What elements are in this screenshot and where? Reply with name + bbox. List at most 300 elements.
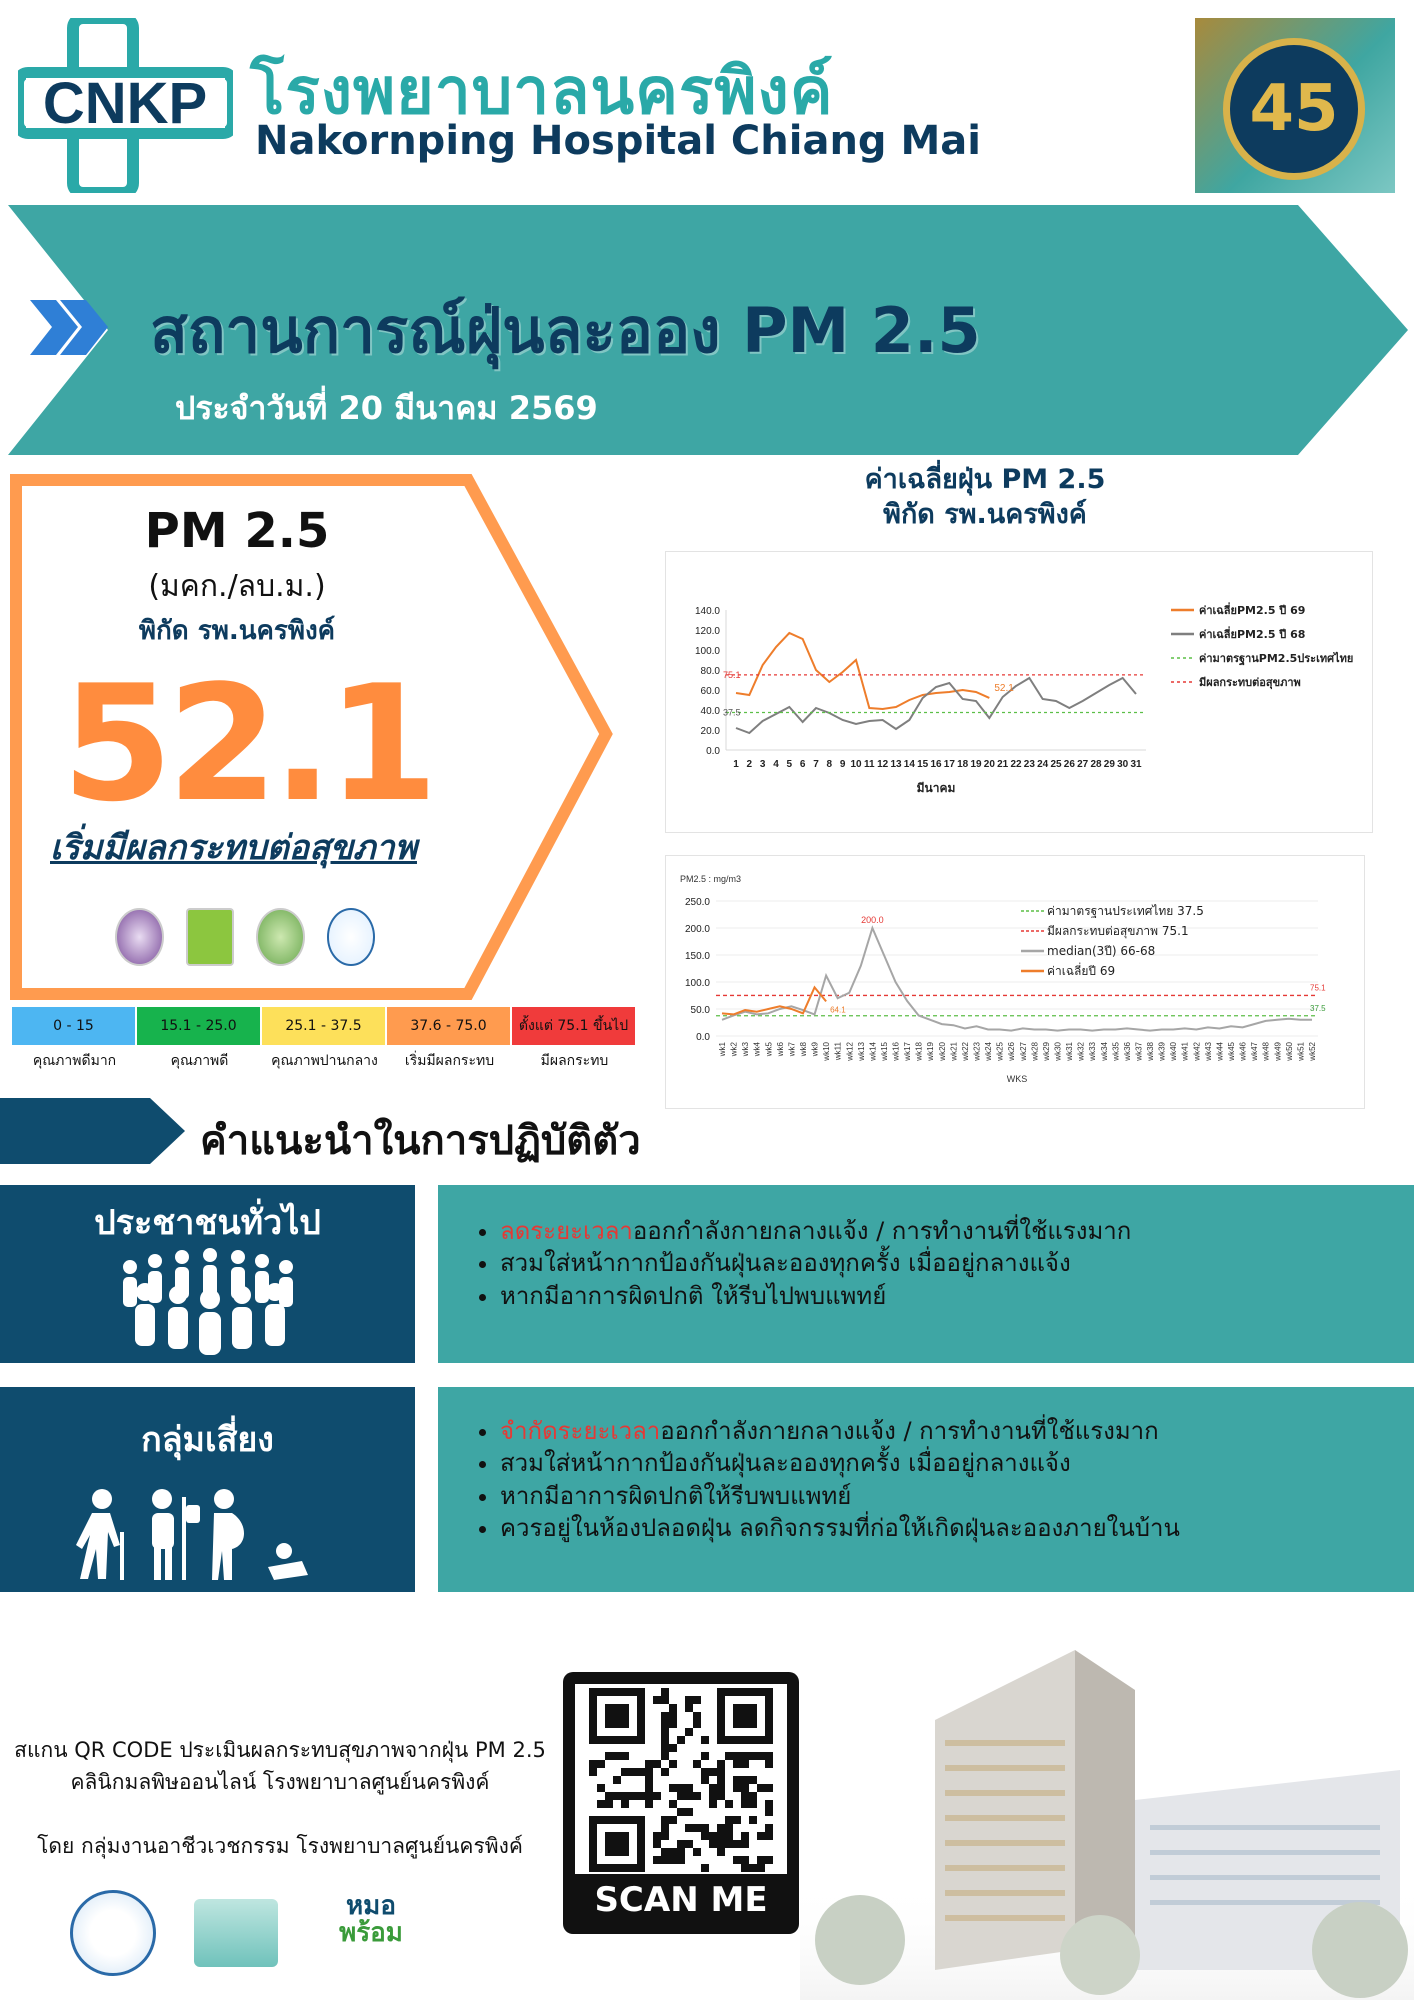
x-tick-label: 4 — [773, 759, 779, 770]
qr-finder — [605, 1704, 629, 1728]
x-tick-label: 12 — [877, 759, 889, 770]
qr-module — [765, 1784, 773, 1792]
y-tick-label: 250.0 — [684, 897, 710, 908]
advice-text: ควรอยู่ในห้องปลอดฝุ่น ลดกิจกรรมที่ก่อให้เกิดฝุ่นละอองภายในบ้าน — [500, 1514, 1180, 1543]
qr-module — [669, 1720, 677, 1728]
qr-module — [765, 1800, 773, 1808]
risk-group-title: กลุ่มเสี่ยง — [141, 1420, 274, 1460]
qr-module — [725, 1752, 733, 1760]
x-tick-label: wk24 — [984, 1042, 994, 1061]
qr-module — [669, 1784, 677, 1792]
qr-module — [661, 1688, 669, 1696]
x-tick-label: wk47 — [1250, 1042, 1260, 1061]
x-tick-label: 20 — [983, 759, 995, 770]
x-tick-label: 13 — [890, 759, 902, 770]
qr-module — [757, 1784, 765, 1792]
qr-finder — [733, 1704, 757, 1728]
qr-module — [717, 1792, 725, 1800]
qr-module — [693, 1720, 701, 1728]
org-logo — [256, 908, 305, 966]
qr-module — [709, 1840, 717, 1848]
qr-module — [717, 1776, 725, 1784]
qr-code-card[interactable] — [563, 1672, 799, 1934]
qr-module — [757, 1864, 765, 1872]
qr-module — [757, 1832, 765, 1840]
qr-module — [669, 1712, 677, 1720]
qr-module — [645, 1800, 653, 1808]
qr-module — [749, 1752, 757, 1760]
x-tick-label: 23 — [1023, 759, 1035, 770]
qr-module — [653, 1832, 661, 1840]
qr-module — [685, 1704, 693, 1712]
qr-module — [677, 1784, 685, 1792]
risk-group-icon — [62, 1487, 322, 1582]
annotation: 64.1 — [830, 1005, 846, 1015]
x-tick-label: wk6 — [775, 1042, 785, 1057]
qr-module — [733, 1856, 741, 1864]
scale-cell: 25.1 - 37.5 — [262, 1007, 387, 1045]
org-logo — [186, 908, 235, 966]
qr-module — [765, 1856, 773, 1864]
scale-label: คุณภาพดีมาก — [32, 1053, 117, 1069]
qr-module — [701, 1736, 709, 1744]
risk-advice-panel — [438, 1387, 1414, 1592]
pm-value: 52.1 — [61, 650, 433, 837]
qr-module — [645, 1768, 653, 1776]
org-logo — [327, 908, 376, 966]
public-advice-list — [466, 1215, 1414, 1312]
qr-module — [669, 1848, 677, 1856]
x-axis-label: WKS — [1006, 1074, 1028, 1084]
qr-module — [685, 1824, 693, 1832]
qr-module — [669, 1744, 677, 1752]
scale-cell: 37.6 - 75.0 — [387, 1007, 512, 1045]
qr-module — [597, 1760, 605, 1768]
qr-module — [661, 1768, 669, 1776]
x-tick-label: wk37 — [1134, 1042, 1144, 1061]
qr-module — [589, 1768, 597, 1776]
x-tick-label: wk19 — [926, 1042, 936, 1061]
qr-module — [653, 1696, 661, 1704]
qr-module — [645, 1784, 653, 1792]
qr-module — [685, 1808, 693, 1816]
annotation: 52.1 — [994, 682, 1014, 694]
qr-module — [717, 1840, 725, 1848]
qr-module — [661, 1752, 669, 1760]
x-tick-label: wk52 — [1308, 1042, 1317, 1061]
hospital-name-th: โรงพยาบาลนครพิงค์ — [250, 55, 834, 129]
x-tick-label: wk28 — [1030, 1042, 1040, 1061]
advice-title: คำแนะนำในการปฏิบัติตัว — [200, 1118, 641, 1164]
qr-module — [701, 1776, 709, 1784]
x-tick-label: 19 — [970, 759, 982, 770]
org-logo — [115, 908, 164, 966]
qr-module — [645, 1792, 653, 1800]
qr-module — [677, 1840, 685, 1848]
qr-module — [765, 1752, 773, 1760]
anniversary-badge — [1195, 18, 1395, 193]
department-logo — [70, 1890, 156, 1976]
x-tick-label: 28 — [1090, 759, 1102, 770]
qr-module — [677, 1856, 685, 1864]
x-tick-label: wk31 — [1065, 1042, 1075, 1061]
advice-text: หากมีอาการผิดปกติให้รีบพบแพทย์ — [500, 1481, 852, 1510]
mo-logo — [316, 1890, 426, 1973]
qr-module — [741, 1784, 749, 1792]
qr-module — [677, 1848, 685, 1856]
x-tick-label: wk50 — [1284, 1042, 1294, 1061]
qr-module — [661, 1736, 669, 1744]
advice-tab — [0, 1098, 185, 1164]
qr-module — [661, 1728, 669, 1736]
qr-module — [645, 1760, 653, 1768]
qr-module — [661, 1856, 669, 1864]
x-tick-label: 7 — [813, 759, 819, 770]
qr-module — [597, 1784, 605, 1792]
qr-module — [701, 1864, 709, 1872]
aqi-scale-labels — [12, 1050, 637, 1072]
qr-module — [709, 1768, 717, 1776]
public-group-title: ประชาชนทั่วไป — [94, 1203, 321, 1243]
y-tick-label: 80.0 — [700, 666, 720, 677]
x-tick-label: 6 — [799, 759, 806, 770]
advice-item — [500, 1247, 1414, 1279]
hospital-building-image — [800, 1650, 1414, 2000]
x-tick-label: wk16 — [891, 1042, 901, 1061]
qr-module — [653, 1792, 661, 1800]
qr-module — [661, 1696, 669, 1704]
qr-module — [669, 1704, 677, 1712]
qr-module — [677, 1808, 685, 1816]
qr-module — [669, 1760, 677, 1768]
qr-module — [685, 1728, 693, 1736]
x-tick-label: wk36 — [1122, 1042, 1132, 1061]
x-tick-label: wk20 — [937, 1042, 947, 1061]
qr-module — [653, 1856, 661, 1864]
advice-highlight: ลดระยะเวลา — [500, 1217, 633, 1245]
qr-module — [637, 1768, 645, 1776]
x-tick-label: wk4 — [752, 1042, 762, 1057]
logo-text: CNKP — [42, 71, 208, 136]
qr-module — [717, 1768, 725, 1776]
qr-module — [741, 1792, 749, 1800]
qr-module — [613, 1752, 621, 1760]
x-tick-label: 5 — [786, 759, 793, 770]
legend-label: median(3ปี) 66-68 — [1047, 944, 1156, 958]
x-tick-label: 22 — [1010, 759, 1022, 770]
x-tick-label: 8 — [826, 759, 833, 770]
scale-label: คุณภาพดี — [170, 1053, 229, 1069]
qr-module — [661, 1816, 669, 1824]
qr-module — [709, 1832, 717, 1840]
qr-module — [741, 1864, 749, 1872]
x-tick-label: 9 — [839, 759, 846, 770]
qr-module — [733, 1760, 741, 1768]
x-tick-label: 2 — [746, 759, 753, 770]
x-tick-label: wk30 — [1053, 1042, 1063, 1061]
legend-label: มีผลกระทบต่อสุขภาพ — [1199, 676, 1301, 689]
qr-module — [693, 1792, 701, 1800]
advice-item — [500, 1512, 1414, 1544]
qr-module — [685, 1696, 693, 1704]
x-tick-label: 18 — [957, 759, 969, 770]
x-tick-label: wk8 — [798, 1042, 808, 1057]
qr-module — [677, 1792, 685, 1800]
qr-module — [717, 1824, 725, 1832]
legend-label: ค่ามาตรฐานPM2.5ประเทศไทย — [1199, 652, 1354, 665]
crowd-icon — [110, 1247, 305, 1355]
x-tick-label: 11 — [864, 759, 875, 770]
clinic-logo — [194, 1899, 278, 1967]
qr-module — [725, 1816, 733, 1824]
mo-logo-line1: หมอ — [346, 1890, 396, 1921]
advice-item — [500, 1480, 1414, 1512]
hospital-name-en: Nakornping Hospital Chiang Mai — [255, 118, 981, 164]
qr-module — [749, 1800, 757, 1808]
qr-module — [717, 1784, 725, 1792]
annotation: 75.1 — [1310, 983, 1326, 993]
x-tick-label: wk11 — [833, 1042, 843, 1061]
daily-pm-chart — [665, 551, 1373, 833]
weekly-pm-chart — [665, 855, 1365, 1109]
qr-module — [661, 1848, 669, 1856]
y-tick-label: 50.0 — [690, 1005, 710, 1016]
x-tick-label: wk9 — [810, 1042, 820, 1057]
x-axis-label: มีนาคม — [916, 781, 956, 795]
y-tick-label: 100.0 — [684, 978, 710, 989]
qr-module — [685, 1840, 693, 1848]
x-tick-label: wk27 — [1018, 1042, 1028, 1061]
x-tick-label: wk2 — [729, 1042, 739, 1057]
qr-module — [653, 1760, 661, 1768]
qr-description-line1: สแกน QR CODE ประเมินผลกระทบสุขภาพจากฝุ่น PM 2.5 — [14, 1738, 546, 1762]
x-tick-label: wk26 — [1007, 1042, 1017, 1061]
qr-module — [669, 1856, 677, 1864]
x-tick-label: wk42 — [1192, 1042, 1202, 1061]
x-tick-label: 3 — [759, 759, 766, 770]
x-tick-label: wk45 — [1227, 1042, 1237, 1061]
x-tick-label: wk17 — [903, 1042, 913, 1061]
qr-module — [693, 1696, 701, 1704]
qr-module — [709, 1800, 717, 1808]
scale-label: เริ่มมีผลกระทบ — [404, 1053, 495, 1069]
x-tick-label: 26 — [1063, 759, 1075, 770]
advice-text: สวมใส่หน้ากากป้องกันฝุ่นละอองทุกครั้ง เมื่ออยู่กลางแจ้ง — [500, 1449, 1071, 1478]
qr-module — [733, 1752, 741, 1760]
advice-text: ออกกำลังกายกลางแจ้ง / การทำงานที่ใช้แรงมาก — [632, 1217, 1132, 1245]
y-tick-label: 0.0 — [696, 1032, 710, 1043]
pm-status: เริ่มมีผลกระทบต่อสุขภาพ — [50, 828, 417, 868]
qr-module — [621, 1752, 629, 1760]
annotation: 37.5 — [723, 707, 741, 718]
qr-module — [725, 1824, 733, 1832]
x-tick-label: wk32 — [1076, 1042, 1086, 1061]
qr-code[interactable] — [575, 1684, 787, 1874]
scale-label: คุณภาพปานกลาง — [271, 1053, 378, 1069]
public-advice-panel — [438, 1185, 1414, 1363]
x-tick-label: wk46 — [1238, 1042, 1248, 1061]
x-tick-label: 21 — [997, 759, 1009, 770]
y-tick-label: 100.0 — [694, 646, 720, 657]
qr-module — [669, 1816, 677, 1824]
qr-module — [701, 1752, 709, 1760]
annotation: 75.1 — [723, 669, 741, 680]
advice-text: สวมใส่หน้ากากป้องกันฝุ่นละอองทุกครั้ง เมื่ออยู่กลางแจ้ง — [500, 1249, 1071, 1278]
qr-module — [717, 1760, 725, 1768]
qr-module — [733, 1776, 741, 1784]
qr-module — [725, 1840, 733, 1848]
advice-highlight: จำกัดระยะเวลา — [500, 1417, 661, 1445]
qr-module — [669, 1800, 677, 1808]
x-tick-label: wk1 — [718, 1042, 727, 1057]
qr-module — [741, 1840, 749, 1848]
y-axis-label: PM2.5 : mg/m3 — [680, 874, 742, 884]
scale-cell: ตั้งแต่ 75.1 ขึ้นไป — [512, 1007, 637, 1045]
qr-module — [765, 1760, 773, 1768]
qr-module — [749, 1776, 757, 1784]
legend-label: ค่ามาตรฐานประเทศไทย 37.5 — [1047, 904, 1204, 918]
qr-module — [693, 1712, 701, 1720]
x-tick-label: wk43 — [1203, 1042, 1213, 1061]
risk-advice-list — [466, 1415, 1414, 1545]
x-tick-label: 17 — [943, 759, 955, 770]
chart1-title-line2: พิกัด รพ.นครพิงค์ — [883, 499, 1087, 531]
x-tick-label: wk10 — [822, 1042, 832, 1061]
advice-text: หากมีอาการผิดปกติ ให้รีบไปพบแพทย์ — [500, 1281, 887, 1310]
qr-module — [765, 1824, 773, 1832]
x-tick-label: wk7 — [787, 1042, 797, 1057]
x-tick-label: wk23 — [972, 1042, 982, 1061]
x-tick-label: wk35 — [1111, 1042, 1121, 1061]
x-tick-label: wk51 — [1296, 1042, 1306, 1061]
x-tick-label: wk3 — [741, 1042, 751, 1057]
qr-module — [645, 1776, 653, 1784]
y-tick-label: 140.0 — [694, 606, 720, 617]
qr-module — [629, 1768, 637, 1776]
qr-description-line2: คลินิกมลพิษออนไลน์ โรงพยาบาลศูนย์นครพิงค์ — [70, 1769, 490, 1794]
qr-module — [661, 1712, 669, 1720]
x-tick-label: 31 — [1130, 759, 1142, 770]
annotation: 200.0 — [861, 915, 884, 925]
qr-module — [605, 1792, 613, 1800]
qr-module — [709, 1792, 717, 1800]
y-tick-label: 150.0 — [684, 951, 710, 962]
x-tick-label: wk22 — [960, 1042, 970, 1061]
qr-module — [717, 1848, 725, 1856]
annotation: 37.5 — [1310, 1003, 1326, 1013]
x-tick-label: 10 — [850, 759, 862, 770]
qr-module — [749, 1792, 757, 1800]
series-line — [736, 678, 1136, 733]
qr-module — [597, 1800, 605, 1808]
qr-module — [661, 1832, 669, 1840]
pm-unit: (มคก./ลบ.ม.) — [148, 569, 326, 604]
qr-module — [749, 1864, 757, 1872]
y-tick-label: 0.0 — [706, 746, 720, 757]
qr-module — [613, 1776, 621, 1784]
x-tick-label: wk29 — [1041, 1042, 1051, 1061]
qr-module — [685, 1784, 693, 1792]
qr-module — [685, 1792, 693, 1800]
qr-module — [741, 1800, 749, 1808]
qr-module — [661, 1824, 669, 1832]
x-tick-label: wk49 — [1273, 1042, 1283, 1061]
y-tick-label: 20.0 — [700, 726, 720, 737]
x-tick-label: wk44 — [1215, 1042, 1225, 1061]
x-tick-label: wk5 — [764, 1042, 774, 1057]
advice-text: ออกกำลังกายกลางแจ้ง / การทำงานที่ใช้แรงมาก — [660, 1417, 1159, 1445]
advice-item — [500, 1415, 1414, 1447]
qr-module — [741, 1856, 749, 1864]
x-tick-label: 25 — [1050, 759, 1062, 770]
qr-module — [605, 1800, 613, 1808]
qr-module — [733, 1784, 741, 1792]
qr-module — [701, 1768, 709, 1776]
x-tick-label: wk38 — [1146, 1042, 1156, 1061]
qr-module — [757, 1856, 765, 1864]
chart1-title-line1: ค่าเฉลี่ยฝุ่น PM 2.5 — [864, 464, 1106, 495]
pm-label: PM 2.5 — [144, 503, 330, 559]
qr-module — [749, 1816, 757, 1824]
x-tick-label: 16 — [930, 759, 942, 770]
x-tick-label: wk13 — [856, 1042, 866, 1061]
scale-cell: 15.1 - 25.0 — [137, 1007, 262, 1045]
x-tick-label: wk18 — [914, 1042, 924, 1061]
qr-module — [701, 1832, 709, 1840]
qr-module — [653, 1840, 661, 1848]
qr-module — [589, 1760, 597, 1768]
qr-module — [661, 1744, 669, 1752]
qr-module — [741, 1832, 749, 1840]
y-tick-label: 120.0 — [694, 626, 720, 637]
advice-item — [500, 1447, 1414, 1479]
x-tick-label: wk39 — [1157, 1042, 1167, 1061]
y-tick-label: 60.0 — [700, 686, 720, 697]
x-tick-label: 14 — [903, 759, 915, 770]
qr-module — [757, 1752, 765, 1760]
qr-module — [621, 1800, 629, 1808]
mo-logo-line2: พร้อม — [339, 1917, 403, 1948]
qr-module — [765, 1832, 773, 1840]
footer-logos — [70, 1890, 450, 1975]
footer-credit: โดย กลุ่มงานอาชีวเวชกรรม โรงพยาบาลศูนย์นครพิงค์ — [37, 1834, 523, 1858]
chart1-title — [760, 462, 1210, 532]
legend-label: ค่าเฉลี่ยPM2.5 ปี 68 — [1199, 628, 1306, 641]
qr-module — [741, 1752, 749, 1760]
qr-module — [725, 1832, 733, 1840]
qr-module — [741, 1760, 749, 1768]
x-tick-label: wk21 — [949, 1042, 959, 1061]
qr-module — [709, 1784, 717, 1792]
qr-module — [613, 1792, 621, 1800]
x-tick-label: wk40 — [1169, 1042, 1179, 1061]
series-line — [736, 633, 989, 709]
anniversary-number: 45 — [1249, 72, 1339, 146]
x-tick-label: wk33 — [1088, 1042, 1098, 1061]
scale-cell: 0 - 15 — [12, 1007, 137, 1045]
qr-module — [733, 1816, 741, 1824]
legend-label: ค่าเฉลี่ยปี 69 — [1047, 964, 1116, 978]
scale-label: มีผลกระทบ — [540, 1053, 609, 1069]
y-tick-label: 40.0 — [700, 706, 720, 717]
legend-label: ค่าเฉลี่ยPM2.5 ปี 69 — [1199, 604, 1306, 617]
hospital-logo — [18, 18, 233, 193]
legend-label: มีผลกระทบต่อสุขภาพ 75.1 — [1047, 924, 1189, 938]
x-tick-label: 29 — [1103, 759, 1115, 770]
advice-item — [500, 1215, 1414, 1247]
qr-module — [693, 1848, 701, 1856]
qr-module — [629, 1792, 637, 1800]
